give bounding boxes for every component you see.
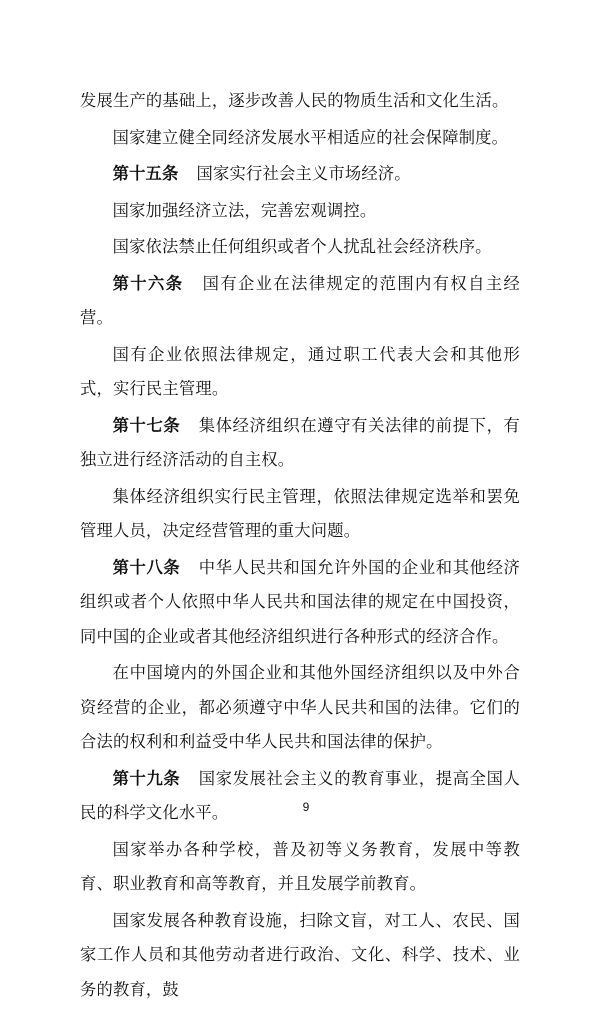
- paragraph: [80, 480, 520, 549]
- paragraph: [80, 338, 520, 407]
- paragraph-text: 国家建立健全同经济发展水平相适应的社会保障制度。: [112, 127, 509, 147]
- paragraph: [80, 121, 520, 156]
- paragraph: [80, 84, 520, 119]
- paragraph: [80, 230, 520, 265]
- page-number: 9: [302, 800, 310, 814]
- article-paragraph: [80, 267, 520, 336]
- paragraph: [80, 904, 520, 1008]
- paragraph-text: 中华人民共和国允许外国的企业和其他经济组织或者个人依照中华人民共和国法律的规定在中国投资，同中国的企业或者其他经济组织进行各种形式的经济合作。: [80, 557, 520, 646]
- paragraph-text: 国家加强经济立法，完善宏观调控。: [112, 200, 377, 220]
- paragraph-text: 国家实行社会主义市场经济。: [196, 164, 411, 183]
- paragraph: [80, 194, 520, 229]
- paragraph-text: 集体经济组织在遵守有关法律的前提下，有独立进行经济活动的自主权。: [80, 415, 520, 469]
- article-number: 第十七条: [112, 415, 181, 435]
- paragraph-text: 国家依法禁止任何组织或者个人扰乱社会经济秩序。: [112, 237, 492, 256]
- paragraph-text: 发展生产的基础上，逐步改善人民的物质生活和文化生活。: [80, 91, 509, 110]
- paragraph: [80, 833, 520, 902]
- paragraph-text: 国家发展社会主义的教育事业，提高全国人民的科学文化水平。: [80, 768, 520, 822]
- article-paragraph: [80, 409, 520, 478]
- article-number: 第十九条: [112, 768, 181, 788]
- article-number: 第十六条: [112, 273, 184, 293]
- article-paragraph: [80, 551, 520, 655]
- article-number: 第十八条: [112, 557, 181, 577]
- paragraph-text: 在中国境内的外国企业和其他外国经济组织以及中外合资经营的企业，都必须遵守中华人民共和国的法律。它们的合法的权利和利益受中华人民共和国法律的保护。: [80, 663, 520, 751]
- paragraph-text: 国有企业依照法律规定，通过职工代表大会和其他形式，实行民主管理。: [80, 344, 520, 398]
- page-body: [80, 84, 520, 1009]
- paragraph-text: 国家发展各种教育设施，扫除文盲，对工人、农民、国家工作人员和其他劳动者进行政治、文化、科学、技术、业务的教育，鼓: [80, 910, 520, 999]
- paragraph-text: 集体经济组织实行民主管理，依照法律规定选举和罢免管理人员，决定经营管理的重大问题。: [80, 486, 520, 540]
- article-paragraph: [80, 762, 520, 831]
- paragraph: [80, 656, 520, 760]
- paragraph-text: 国有企业在法律规定的范围内有权自主经营。: [80, 273, 520, 327]
- article-paragraph: [80, 157, 520, 192]
- paragraph-text: 国家举办各种学校，普及初等义务教育，发展中等教育、职业教育和高等教育，并且发展学前教育。: [80, 839, 520, 893]
- article-number: 第十五条: [112, 164, 179, 183]
